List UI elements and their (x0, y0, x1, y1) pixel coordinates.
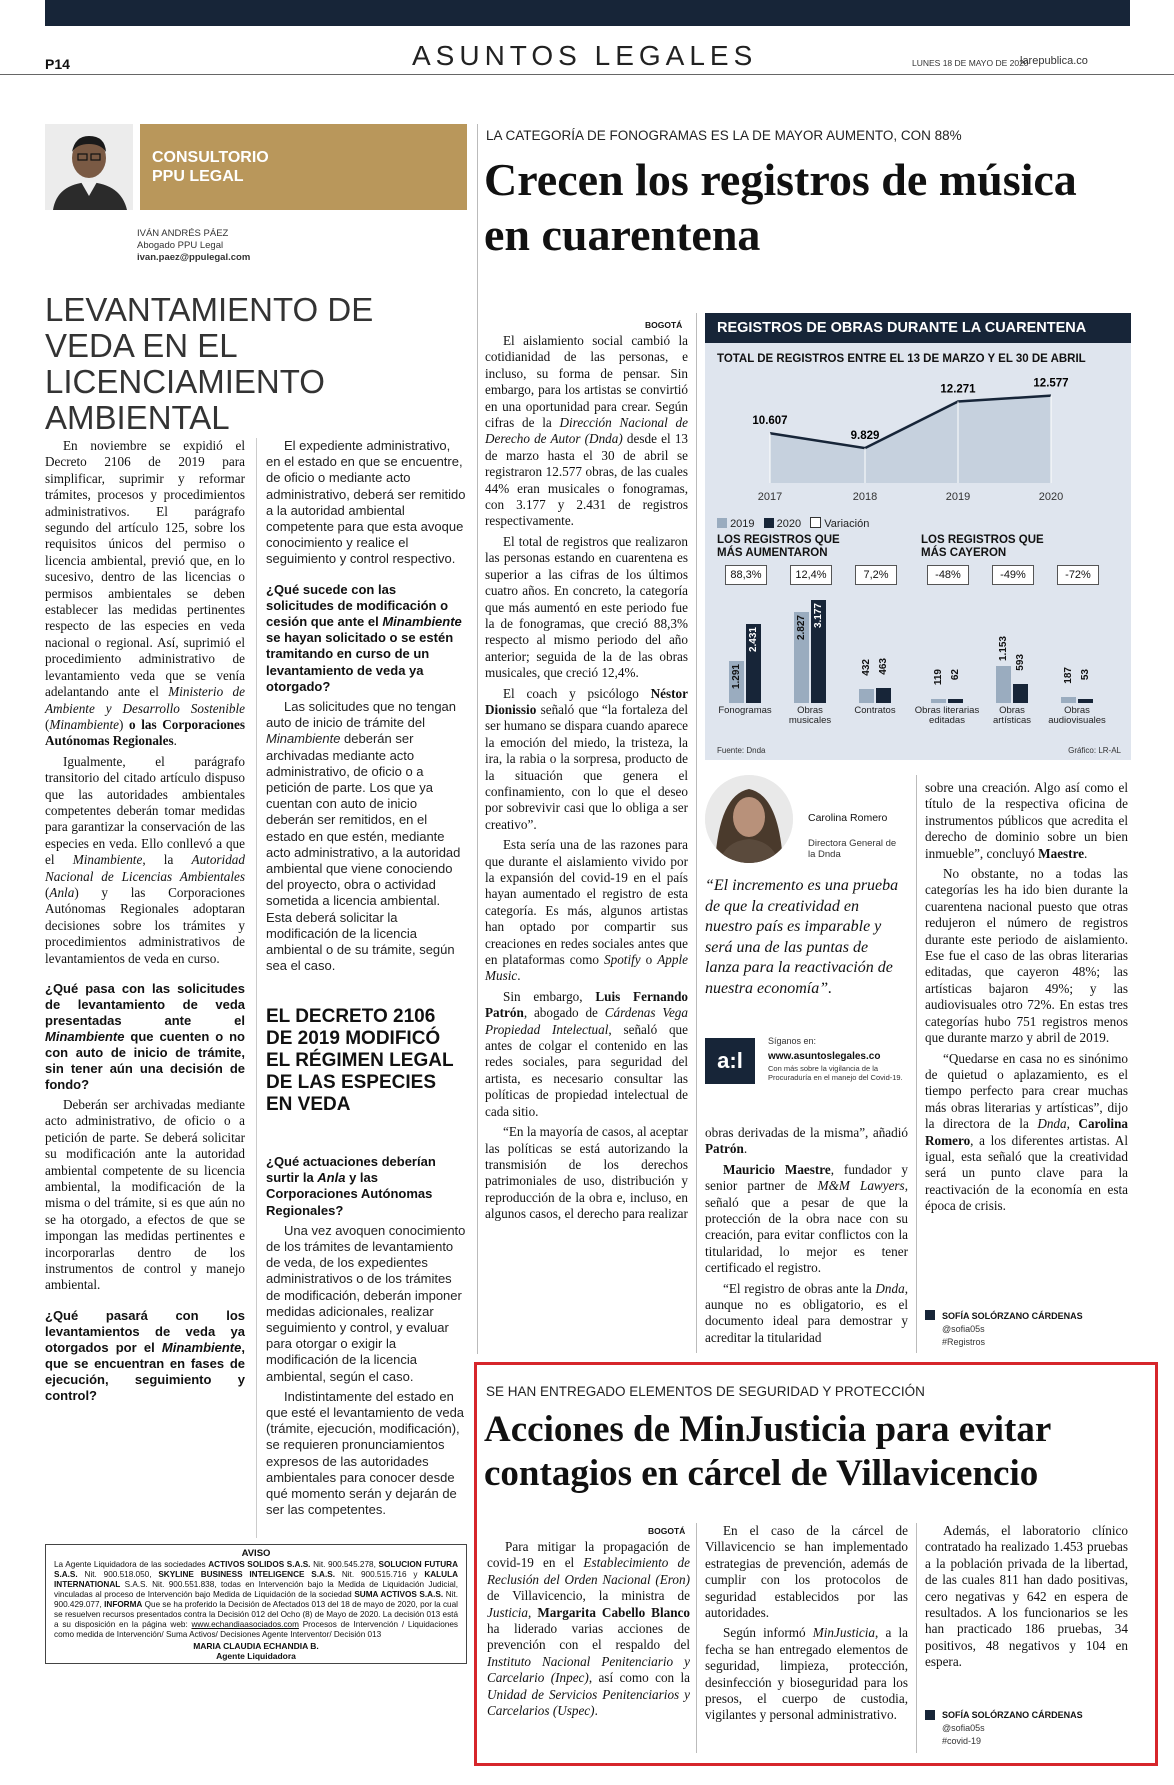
bar-chart (705, 563, 1131, 753)
column-divider (477, 124, 478, 1354)
social-label: Síganos en: (768, 1036, 817, 1046)
question-heading: ¿Qué pasará con los levantamientos de veda ya otorgados por el Minambiente, que se encuentran en fases de ejecución, seguimiento y control? (45, 1307, 245, 1403)
bar-value-label: 2.827 (796, 614, 807, 640)
variation-box: -48% (927, 565, 969, 585)
column-label: CONSULTORIO PPU LEGAL (152, 149, 269, 185)
group-title-up: LOS REGISTROS QUE MÁS AUMENTARON (717, 534, 840, 559)
left-headline: LEVANTAMIENTO DE VEDA EN EL LICENCIAMIENTO AMBIENTAL (45, 291, 374, 436)
top-bar (45, 0, 1130, 26)
point-label: 12.577 (1033, 377, 1069, 390)
group-title-down: LOS REGISTROS QUE MÁS CAYERON (921, 534, 1044, 559)
bar-value-label: 432 (861, 659, 872, 676)
main-byline-handle: @sofia05s (942, 1324, 985, 1334)
second-col2-para-2: Según informó MinJusticia, a la fecha se han entregado elementos de seguridad, limpieza, protección, desinfección y bioseguridad para los presos, el cuerpo de custodia, vigilantes y personal administrativo. (705, 1625, 908, 1723)
paragraph: Deberán ser archivadas mediante acto administrativo, de oficio o a petición de parte. Se deberá solicitar su modificación ante la autoridad ambiental competente de su licencia ambiental, la modificación de la misma o del trámite, si es que aún no se ha otorgado, a efectos de que se impongan las medidas pertinentes e incorporarlas dentro de los instrumentos de control y manejo ambiental. (45, 1097, 245, 1293)
legend-variation-swatch (810, 517, 821, 528)
bar-value-label: 463 (878, 658, 889, 675)
second-column-1 (487, 1539, 690, 1723)
paragraph: obras derivadas de la misma”, añadió Patrón. (705, 1125, 908, 1157)
author-name: IVÁN ANDRÉS PÁEZ (137, 228, 229, 239)
paragraph: El coach y psicólogo Néstor Dionissio señaló que “la fortaleza del ser humano se dispara cuando aparece la emoción del miedo, la tristeza, la ira, la rabia o la sorpresa, producto de la situación que genera el confinamiento, con lo que el deseo por sobrevivir casi que lo obliga a ser creativo”. (485, 685, 688, 832)
x-tick-label: 2017 (757, 491, 783, 503)
second-byline-name: SOFÍA SOLÓRZANO CÁRDENAS (942, 1710, 1083, 1720)
question-heading: ¿Qué sucede con las solicitudes de modificación o cesión que ante el Minambiente se hayan solicitado o se estén tramitando en curso de un levantamiento de veda ya otorgado? (266, 581, 462, 694)
second-kicker: SE HAN ENTREGADO ELEMENTOS DE SEGURIDAD Y PROTECCIÓN (486, 1384, 925, 1399)
chart-legend (717, 517, 869, 530)
legend-2020-swatch (764, 518, 774, 528)
point-label: 10.607 (752, 415, 788, 428)
variation-box: 12,4% (790, 565, 832, 585)
category-label: Obras audiovisuales (1048, 705, 1106, 726)
main-column-2 (705, 1125, 908, 1350)
second-byline-handle: @sofia05s (942, 1723, 985, 1733)
byline-square (925, 1310, 935, 1320)
second-byline-tag: #covid-19 (942, 1736, 982, 1746)
legend-2020: 2020 (776, 518, 802, 530)
variation-box: -72% (1057, 565, 1099, 585)
bar-2020 (1013, 684, 1028, 703)
second-col2-para-1: En el caso de la cárcel de Villavicencio se han implementado estrategias de prevención, además de cumplir con los protocolos de seguridad establecidos por las autoridades. (705, 1523, 908, 1621)
bar-2020 (1078, 699, 1093, 703)
variation-box: -49% (992, 565, 1034, 585)
variation-box: 7,2% (855, 565, 897, 585)
social-logo-text: a:l (717, 1048, 743, 1073)
variation-box: 88,3% (725, 565, 767, 585)
main-column-3 (925, 780, 1128, 1219)
bar-value-label: 119 (933, 669, 944, 686)
paragraph: Las solicitudes que no tengan auto de inicio de trámite del Minambiente deberán ser archivadas mediante acto administrativo, de oficio o a petición de parte. Los que ya cuentan con auto de inicio deberán ser remitidos, en el estado en que estén, mediante acto administrativo, a la autoridad ambiental que viene conociendo del proyecto, obra o actividad sometida a licencia ambiental. Esta deberá solicitar la modificación de la licencia ambiental o de su trámite, según sea el caso. (266, 699, 461, 974)
notice-signer: MARIA CLAUDIA ECHANDIA B. (193, 1641, 319, 1651)
chart-source: Fuente: Dnda (717, 746, 766, 755)
paragraph: Sin embargo, Luis Fernando Patrón, abogado de Cárdenas Vega Propiedad Intelectual, señaló que antes de colgar el contenido en las redes sociales, para seguridad del artista, es necesario consultar las políticas de propiedad intelectual de cada sitio. (485, 988, 688, 1119)
second-column-2 (705, 1523, 908, 1728)
social-logo (705, 1038, 755, 1084)
second-col3-text: Además, el laboratorio clínico contratado ha realizado 1.453 pruebas a la población privada de la libertad, de las cuales 811 han dado positivas, cero negativas y 642 en espera de resultados. A los funcionarios se les han practicado 186 pruebas, 34 positivos, 48 negativos y 104 en espera. (925, 1523, 1128, 1670)
point-label: 9.829 (850, 430, 880, 443)
paragraph: “El registro de obras ante la Dnda, aunque no es obligatorio, es el documento ideal para demostrar y acreditar la titularidad (705, 1280, 908, 1345)
chart-subtitle: TOTAL DE REGISTROS ENTRE EL 13 DE MARZO Y EL 30 DE ABRIL (717, 353, 1086, 365)
question-heading: ¿Qué actuaciones deberían surtir la Anla y las Corporaciones Autónomas Regionales? (266, 1154, 436, 1218)
notice-title: AVISO (241, 1548, 271, 1559)
left-column-2-continued (266, 1140, 466, 1522)
header-rule (0, 74, 1174, 75)
x-tick-label: 2019 (945, 491, 971, 503)
byline-square (925, 1710, 935, 1720)
left-pullquote: EL DECRETO 2106 DE 2019 MODIFICÓ EL RÉGIMEN LEGAL DE LAS ESPECIES EN VEDA (266, 1006, 454, 1115)
main-kicker: LA CATEGORÍA DE FONOGRAMAS ES LA DE MAYOR AUMENTO, CON 88% (486, 128, 962, 143)
paragraph: El total de registros que realizaron las personas estando en cuarentena es superior a las cifras de los últimos cuatro años. En concreto, la categoría que más aumentó en este periodo fue la de fonogramas, que creció 88,3% respecto al mismo periodo del año anterior; seguida de la de las obras musicales, que creció 12,4%. (485, 533, 688, 681)
author-email[interactable]: ivan.paez@ppulegal.com (137, 252, 251, 263)
left-column-1 (45, 438, 245, 1408)
bar-2019 (859, 689, 874, 703)
paragraph: sobre una creación. Algo así como el título de la respectiva oficina de instrumentos públicos que acredita el derecho de dominio sobre un bien inmueble”, concluyó Maestre. (925, 780, 1128, 861)
category-label: Fonogramas (718, 705, 772, 716)
bar-value-label: 1.291 (731, 664, 742, 690)
quote-photo (705, 775, 793, 863)
site-link[interactable]: larepublica.co (1020, 55, 1088, 67)
category-label: Contratos (854, 705, 896, 716)
bar-2019 (996, 666, 1011, 703)
line-chart (705, 368, 1131, 518)
bar-value-label: 53 (1080, 669, 1091, 681)
second-headline: Acciones de MinJusticia para evitar contagios en cárcel de Villavicencio (484, 1409, 1051, 1494)
paragraph: Esta sería una de las razones para que durante el aislamiento vivido por la expansión del covid-19 en el país hayan aumentado el registro de esta categoría. Es más, algunos artistas han optado por compartir sus creaciones en redes sociales antes que en plataformas como Spotify o Apple Music. (485, 837, 688, 984)
chart-title: REGISTROS DE OBRAS DURANTE LA CUARENTENA (705, 313, 1131, 343)
left-column-2 (266, 438, 466, 979)
main-column-1 (485, 333, 688, 1227)
legend-2019-swatch (717, 518, 727, 528)
column-divider (916, 1523, 917, 1753)
bar-2019 (931, 699, 946, 703)
author-photo (45, 124, 133, 210)
paragraph: No obstante, no a todas las categorías les ha ido bien durante la cuarentena nacional puesto que otras redujeron el número de registros durante este periodo de aislamiento. Ese fue el caso de las obras literarias editadas, que cayeron 48%; las artísticas bajaron 49%; y las audiovisuales otro 72%. En estas tres categorías hubo 751 registros menos que durante marzo y abril de 2019. (925, 866, 1128, 1046)
main-headline: Crecen los registros de música en cuarentena (484, 154, 1077, 260)
paragraph: En noviembre se expidió el Decreto 2106 de 2019 para simplificar, suprimir y reformar trámites, procesos y procedimientos administrativos. El parágrafo segundo del artículo 125, sobre los requisitos únicos del permiso o licencia ambiental, previó que, en lo sucesivo, dentro de las licencias o permisos ambientales se deben establecer las medidas pertinentes respecto de las especies en veda nacional o regional. Así, suprimió el procedimiento administrativo de levantamiento veda que se venía adelantando ante el Ministerio de Ambiente y Desarrollo Sostenible (Minambiente) o las Corporaciones Autónomas Regionales. (45, 438, 245, 749)
bar-2020 (876, 688, 891, 703)
category-label: Obras artísticas (992, 705, 1031, 726)
bar-value-label: 187 (1063, 666, 1074, 684)
bar-2019 (1061, 697, 1076, 703)
quote-name: Carolina Romero (808, 812, 888, 824)
legal-notice (45, 1544, 467, 1664)
quote-text: “El incremento es una prueba de que la creatividad en nuestro país es imparable y será una de las puntas de lanza para la reactivación de nuestra economía”. (705, 877, 899, 997)
page-number: P14 (45, 56, 70, 72)
category-label: Obras musicales (788, 705, 832, 726)
paragraph: “Quedarse en casa no es sinónimo de quietud o aplazamiento, es el tiempo perfecto para crear muchas más obras literarias y artísticas”, dijo la directora de la Dnda, Carolina Romero, a los diferentes artistas. Al igual, esta señaló que la creatividad será un punto clave para la reactivación de la economía en esta época de crisis. (925, 1050, 1129, 1214)
social-desc: Con más sobre la vigilancia de la Procuraduría en el manejo del Covid-19. (768, 1064, 903, 1082)
issue-date: LUNES 18 DE MAYO DE 2020 (912, 58, 1029, 68)
paragraph: “En la mayoría de casos, al aceptar las políticas se está autorizando la transmisión de los derechos patrimoniales de uso, distribución y reproducción de la obra e, incluso, en algunos casos, el derecho para realizar (485, 1124, 688, 1222)
chart-panel (705, 313, 1131, 760)
second-column-3 (925, 1523, 1128, 1675)
bar-value-label: 2.431 (748, 627, 759, 653)
section-title: ASUNTOS LEGALES (412, 40, 758, 71)
notice-signer-role: Agente Liquidadora (216, 1651, 296, 1661)
legend-variation: Variación (824, 518, 870, 530)
bar-value-label: 593 (1015, 653, 1026, 671)
social-site[interactable]: www.asuntoslegales.co (768, 1051, 881, 1062)
main-dateline: BOGOTÁ (645, 320, 683, 330)
x-tick-label: 2020 (1038, 491, 1064, 503)
column-divider (916, 775, 917, 1353)
column-divider (696, 313, 697, 1353)
bar-value-label: 3.177 (813, 603, 824, 629)
paragraph: Indistintamente del estado en que esté el levantamiento de veda (trámite, ejecución, modificación), se requieren pronunciamientos expresos de las autoridades ambientales para conocer desde qué momento serán y dejarán de ser las competentes. (266, 1388, 465, 1518)
x-tick-label: 2018 (852, 491, 878, 503)
paragraph: El expediente administrativo, en el estado en que se encuentre, de oficio o mediante acto administrativo, deberá ser remitido a la autoridad ambiental competente para que esta avoque conocimiento y realice el seguimiento y control respectivo. (266, 438, 466, 567)
point-label: 12.271 (940, 383, 976, 396)
column-divider (696, 1523, 697, 1753)
column-divider (256, 438, 257, 1538)
paragraph: Igualmente, el parágrafo transitorio del citado artículo dispuso que las autoridades ambientales competentes deberán tomar medidas para garantizar la conservación de las especies en veda. Ello conllevó a que el Minambiente, la Autoridad Nacional de Licencias Ambientales (Anla) y las Corporaciones Autónomas Regionales adoptaran decisiones sobre los trámites y procedimientos administrativos de levantamientos de veda en curso. (45, 753, 245, 966)
main-byline-tag: #Registros (942, 1337, 986, 1347)
second-col1-text: Para mitigar la propagación de covid-19 en el Establecimiento de Reclusión del Orden Nacional (Eron) de Villavicencio, la ministra de Justicia, Margarita Cabello Blanco ha liderado varias acciones de prevención con el respaldo del Instituto Nacional Penitenciario y Carcelario (Inpec), así como con la Unidad de Servicios Penitenciarios y Carcelarios (Uspec). (487, 1539, 691, 1719)
question-heading: ¿Qué pasa con las solicitudes de levantamiento de veda presentadas ante el Minambiente que cuenten o no con auto de inicio de trámite, sin tener aún una decisión de fondo? (45, 981, 245, 1092)
main-byline-name: SOFÍA SOLÓRZANO CÁRDENAS (942, 1311, 1083, 1321)
category-label: Obras literarias editadas (914, 705, 980, 726)
quote-role: Directora General de la Dnda (808, 838, 897, 860)
chart-credit: Gráfico: LR-AL (1068, 746, 1121, 755)
column-label-box (140, 124, 467, 210)
notice-body: La Agente Liquidadora de las sociedades ACTIVOS SOLIDOS S.A.S. Nit. 900.545.278, SOLUCION FUTURA S.A.S. Nit. 900.518.050, SKYLINE BUSINESS INTELIGENCE S.A.S. Nit. 900.515.716 y KALULA INTERNATIONAL S.A.S. Nit. 900.551.838, todas en Intervención bajo la Medida de Liquidación Judicial, vinculadas al proceso de Intervención bajo Medida de Liquidación de la sociedad SUMA ACTIVOS S.A.S. Nit. 900.429.077, INFORMA Que se ha proferido la Decisión de Afectados 013 del 18 de mayo de 2020, por la cual se resuelven recursos presentados contra la Decisión 012 del Ocho (8) de Mayo de 2020. La decisión 013 está a su disposición en la página web: www.echandiaasociados.com Procesos de Intervención / Liquidaciones como medida de Intervención/ Suma Activos/ Decisiones Agente Interventor/ Decisión 013 (54, 1560, 459, 1639)
bar-2020 (948, 699, 963, 703)
second-dateline: BOGOTÁ (648, 1526, 686, 1536)
bar-value-label: 62 (950, 669, 961, 681)
paragraph: Mauricio Maestre, fundador y senior partner de M&M Lawyers, señaló que a pesar de que la protección de la obra nace con su creación, para evitar conflictos con la titularidad, lo mejor es tener certificado el registro. (705, 1161, 909, 1276)
legend-2019: 2019 (730, 518, 755, 530)
author-role: Abogado PPU Legal (137, 240, 224, 251)
bar-value-label: 1.153 (998, 635, 1009, 661)
paragraph: Una vez avoquen conocimiento de los trámites de levantamiento de veda, de los expedientes administrativos o de los trámites de modificación, deberán imponer medidas adicionales, realizar seguimiento y control, y evaluar para otorgar o exigir la modificación de la licencia ambiental, según el caso. (266, 1222, 466, 1384)
paragraph: El aislamiento social cambió la cotidianidad de las personas, e incluso, su forma de pensar. Sin embargo, para los artistas se convirtió en una oportunidad para crear. Según cifras de la Dirección Nacional de Derecho de Autor (Dnda) desde el 13 de marzo hasta el 30 de abril se registraron 12.577 obras, de las cuales 44% eran musicales o fonogramas, con 3.177 y 2.431 de registros respectivamente. (485, 333, 689, 529)
